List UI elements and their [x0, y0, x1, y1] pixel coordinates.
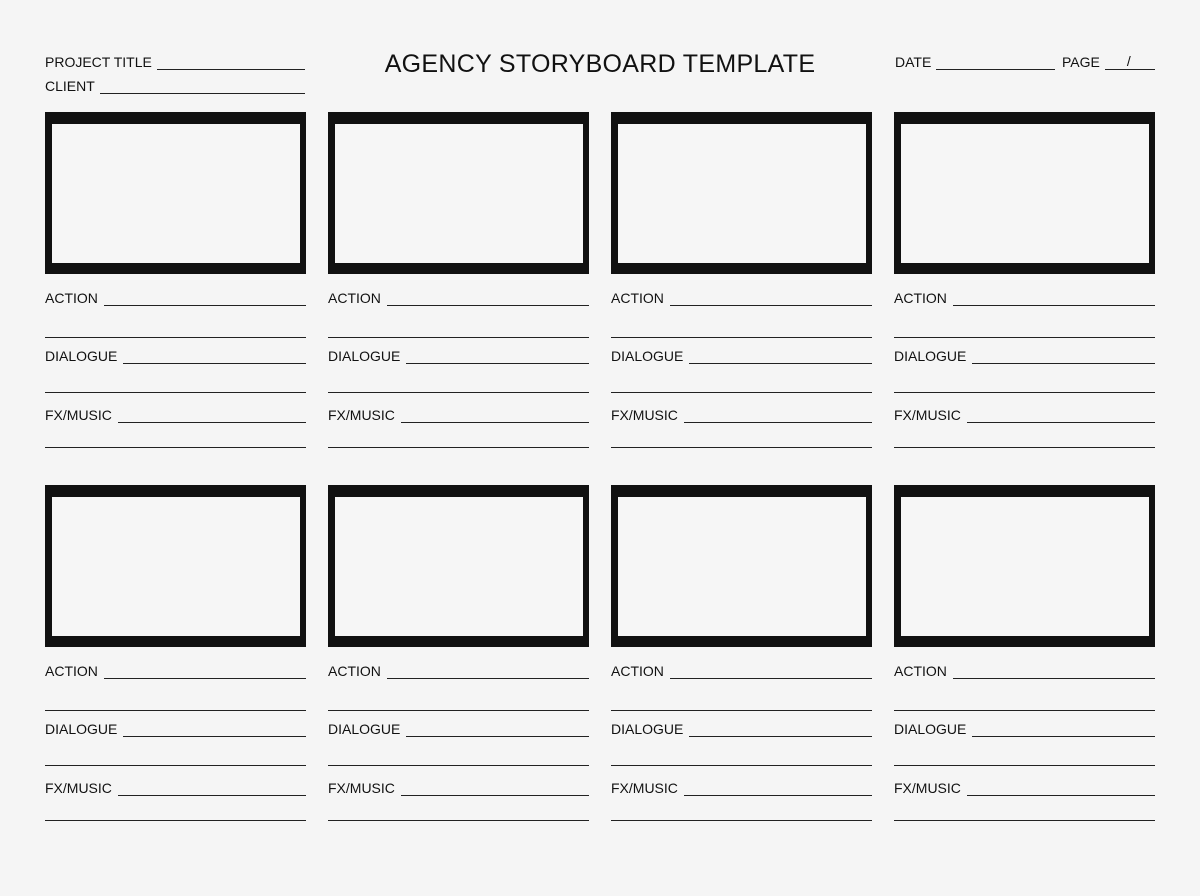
fx-music-continuation-line[interactable] [328, 820, 589, 821]
page-separator: / [1126, 53, 1131, 69]
panel-sketch-area[interactable] [335, 124, 583, 263]
dialogue-label: DIALOGUE [328, 721, 401, 737]
dialogue-input-line[interactable] [123, 351, 306, 364]
action-label: ACTION [45, 290, 98, 306]
dialogue-label: DIALOGUE [45, 348, 118, 364]
storyboard-panel [894, 485, 1155, 825]
fx-music-field [611, 778, 872, 796]
dialogue-input-line[interactable] [689, 724, 872, 737]
dialogue-input-line[interactable] [123, 724, 306, 737]
fx-music-field [45, 778, 306, 796]
action-label: ACTION [894, 290, 947, 306]
dialogue-field [328, 346, 589, 364]
dialogue-input-line[interactable] [689, 351, 872, 364]
fx-music-label: FX/MUSIC [328, 407, 395, 423]
panel-sketch-area[interactable] [52, 497, 300, 636]
dialogue-input-line[interactable] [972, 724, 1155, 737]
action-continuation-line[interactable] [894, 337, 1155, 338]
action-field [611, 661, 872, 679]
action-field [328, 661, 589, 679]
storyboard-panel [45, 112, 306, 452]
fx-music-label: FX/MUSIC [328, 780, 395, 796]
dialogue-continuation-line[interactable] [45, 765, 306, 766]
project-title-field [45, 52, 305, 70]
fx-music-field [611, 405, 872, 423]
dialogue-label: DIALOGUE [611, 721, 684, 737]
dialogue-input-line[interactable] [972, 351, 1155, 364]
action-label: ACTION [611, 290, 664, 306]
fx-music-input-line[interactable] [118, 410, 306, 423]
action-input-line[interactable] [104, 666, 306, 679]
fx-music-label: FX/MUSIC [894, 780, 961, 796]
fx-music-input-line[interactable] [401, 410, 589, 423]
action-field [894, 661, 1155, 679]
panel-sketch-area[interactable] [618, 124, 866, 263]
action-label: ACTION [328, 290, 381, 306]
storyboard-panel [894, 112, 1155, 452]
fx-music-continuation-line[interactable] [611, 447, 872, 448]
client-field [45, 76, 305, 94]
dialogue-field [45, 346, 306, 364]
action-continuation-line[interactable] [45, 337, 306, 338]
dialogue-field [894, 346, 1155, 364]
fx-music-label: FX/MUSIC [611, 780, 678, 796]
action-continuation-line[interactable] [45, 710, 306, 711]
panel-frame [328, 112, 589, 274]
dialogue-continuation-line[interactable] [611, 765, 872, 766]
fx-music-input-line[interactable] [967, 410, 1155, 423]
fx-music-field [45, 405, 306, 423]
action-label: ACTION [328, 663, 381, 679]
dialogue-label: DIALOGUE [328, 348, 401, 364]
action-field [45, 661, 306, 679]
action-input-line[interactable] [953, 293, 1155, 306]
dialogue-field [611, 346, 872, 364]
client-input-line[interactable] [100, 81, 305, 94]
dialogue-continuation-line[interactable] [45, 392, 306, 393]
fx-music-label: FX/MUSIC [45, 780, 112, 796]
panel-frame [45, 112, 306, 274]
dialogue-continuation-line[interactable] [328, 392, 589, 393]
action-label: ACTION [611, 663, 664, 679]
action-label: ACTION [894, 663, 947, 679]
action-input-line[interactable] [387, 293, 589, 306]
action-continuation-line[interactable] [328, 710, 589, 711]
action-field [45, 288, 306, 306]
page-number-field [1062, 52, 1155, 70]
fx-music-input-line[interactable] [118, 783, 306, 796]
dialogue-field [894, 719, 1155, 737]
page-label: PAGE [1062, 54, 1100, 70]
panel-frame [45, 485, 306, 647]
storyboard-row-2 [45, 485, 1155, 825]
panel-frame [611, 112, 872, 274]
fx-music-continuation-line[interactable] [328, 447, 589, 448]
dialogue-continuation-line[interactable] [894, 765, 1155, 766]
dialogue-label: DIALOGUE [894, 348, 967, 364]
fx-music-input-line[interactable] [684, 410, 872, 423]
project-title-input-line[interactable] [157, 57, 305, 70]
action-field [894, 288, 1155, 306]
page-title: AGENCY STORYBOARD TEMPLATE [384, 50, 816, 78]
fx-music-label: FX/MUSIC [894, 407, 961, 423]
fx-music-label: FX/MUSIC [611, 407, 678, 423]
dialogue-input-line[interactable] [406, 724, 589, 737]
date-input-line[interactable] [936, 57, 1055, 70]
panel-sketch-area[interactable] [618, 497, 866, 636]
panel-sketch-area[interactable] [335, 497, 583, 636]
action-input-line[interactable] [670, 666, 872, 679]
storyboard-panel [611, 485, 872, 825]
fx-music-field [894, 778, 1155, 796]
action-field [611, 288, 872, 306]
fx-music-field [328, 405, 589, 423]
date-field [895, 52, 1055, 70]
fx-music-field [328, 778, 589, 796]
page-number-input-line[interactable] [1105, 53, 1155, 70]
fx-music-continuation-line[interactable] [894, 447, 1155, 448]
dialogue-field [45, 719, 306, 737]
fx-music-continuation-line[interactable] [611, 820, 872, 821]
date-label: DATE [895, 54, 932, 70]
storyboard-row-1 [45, 112, 1155, 452]
dialogue-label: DIALOGUE [894, 721, 967, 737]
panel-sketch-area[interactable] [901, 497, 1149, 636]
action-input-line[interactable] [953, 666, 1155, 679]
fx-music-input-line[interactable] [401, 783, 589, 796]
panel-frame [894, 485, 1155, 647]
panel-sketch-area[interactable] [52, 124, 300, 263]
storyboard-panel [611, 112, 872, 452]
action-input-line[interactable] [104, 293, 306, 306]
fx-music-continuation-line[interactable] [45, 447, 306, 448]
fx-music-continuation-line[interactable] [894, 820, 1155, 821]
dialogue-field [328, 719, 589, 737]
action-field [328, 288, 589, 306]
dialogue-continuation-line[interactable] [894, 392, 1155, 393]
action-continuation-line[interactable] [611, 337, 872, 338]
dialogue-label: DIALOGUE [611, 348, 684, 364]
action-continuation-line[interactable] [611, 710, 872, 711]
action-input-line[interactable] [387, 666, 589, 679]
dialogue-input-line[interactable] [406, 351, 589, 364]
fx-music-input-line[interactable] [684, 783, 872, 796]
fx-music-label: FX/MUSIC [45, 407, 112, 423]
panel-frame [894, 112, 1155, 274]
client-label: CLIENT [45, 78, 95, 94]
fx-music-input-line[interactable] [967, 783, 1155, 796]
dialogue-continuation-line[interactable] [328, 765, 589, 766]
project-title-label: PROJECT TITLE [45, 54, 152, 70]
panel-frame [328, 485, 589, 647]
fx-music-continuation-line[interactable] [45, 820, 306, 821]
storyboard-panel [45, 485, 306, 825]
action-input-line[interactable] [670, 293, 872, 306]
action-label: ACTION [45, 663, 98, 679]
action-continuation-line[interactable] [894, 710, 1155, 711]
storyboard-panel [328, 112, 589, 452]
action-continuation-line[interactable] [328, 337, 589, 338]
dialogue-field [611, 719, 872, 737]
dialogue-label: DIALOGUE [45, 721, 118, 737]
storyboard-panel [328, 485, 589, 825]
dialogue-continuation-line[interactable] [611, 392, 872, 393]
fx-music-field [894, 405, 1155, 423]
panel-frame [611, 485, 872, 647]
panel-sketch-area[interactable] [901, 124, 1149, 263]
